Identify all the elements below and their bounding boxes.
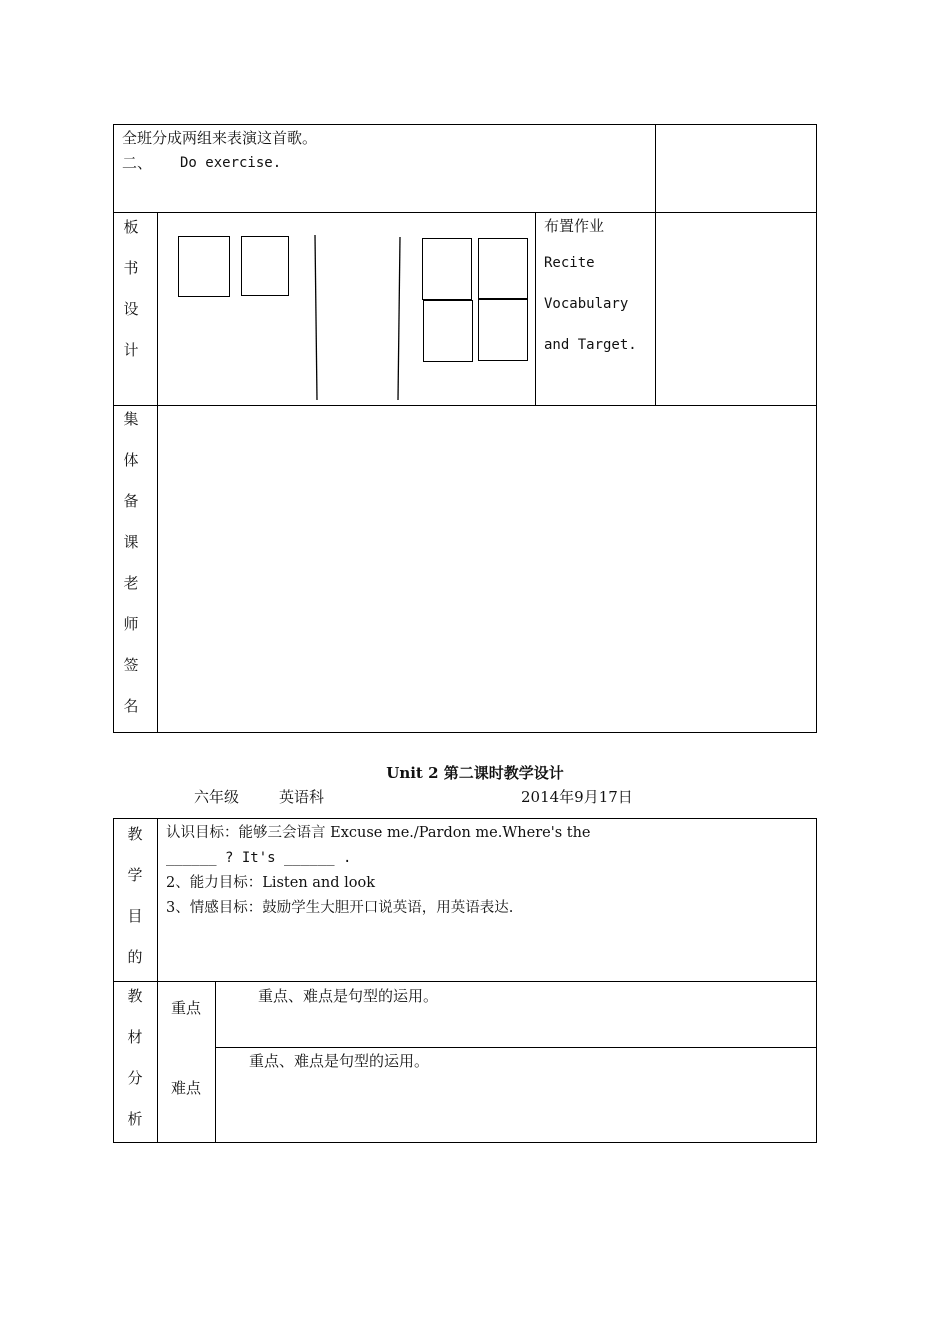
board-divider-lines [300, 230, 420, 405]
label-char: 课 [123, 533, 139, 551]
key-point-label: 重点 [171, 999, 202, 1017]
label-char: 析 [127, 1110, 143, 1128]
label-char: 签 [123, 656, 139, 674]
date-label: 2014年9月17日 [521, 788, 633, 806]
page-title: Unit 2 第二课时教学设计 [386, 764, 564, 782]
goal-line: 认识目标：能够三会语言 Excuse me./Pardon me.Where's the [166, 825, 591, 841]
label-char: 学 [127, 866, 143, 884]
key-point-text: 重点、难点是句型的运用。 [258, 987, 439, 1005]
activity-text: 全班分成两组来表演这首歌。 [122, 129, 318, 147]
board-box [178, 236, 230, 297]
label-char: 计 [123, 341, 139, 359]
label-char: 材 [127, 1028, 143, 1046]
difficult-point-text: 重点、难点是句型的运用。 [249, 1052, 430, 1070]
label-char: 老 [123, 574, 139, 592]
goal-line: 2、能力目标：Listen and look [166, 875, 376, 891]
homework-line: Recite [544, 255, 595, 271]
homework-label: 布置作业 [544, 217, 605, 235]
subject-label: 英语科 [279, 788, 325, 806]
board-box [423, 300, 473, 362]
goal-line: ______ ? It's ______ . [166, 850, 352, 866]
board-box [422, 238, 472, 300]
label-char: 备 [123, 492, 139, 510]
label-char: 师 [123, 615, 139, 633]
signature-label [116, 408, 146, 736]
analysis-label [120, 985, 150, 1149]
label-char: 分 [127, 1069, 143, 1087]
label-char: 目 [127, 907, 143, 925]
label-char: 体 [123, 451, 139, 469]
label-char: 书 [123, 259, 139, 277]
label-char: 的 [127, 948, 143, 966]
section-number: 二、 [122, 154, 153, 172]
board-box [478, 299, 528, 361]
label-char: 板 [123, 218, 139, 236]
label-char: 设 [123, 300, 139, 318]
board-box [241, 236, 289, 296]
label-char: 教 [127, 987, 143, 1005]
goal-line: 3、情感目标：鼓励学生大胆开口说英语，用英语表达. [166, 900, 514, 916]
homework-line: and Target. [544, 337, 637, 353]
goals-label [120, 823, 150, 987]
label-char: 集 [123, 410, 139, 428]
board-box [478, 238, 528, 299]
label-char: 名 [123, 697, 139, 715]
grade-label: 六年级 [194, 788, 240, 806]
difficult-point-label: 难点 [171, 1079, 202, 1097]
homework-line: Vocabulary [544, 296, 629, 312]
board-design-label [116, 216, 146, 380]
label-char: 教 [127, 825, 143, 843]
exercise-text: Do exercise. [180, 155, 282, 171]
